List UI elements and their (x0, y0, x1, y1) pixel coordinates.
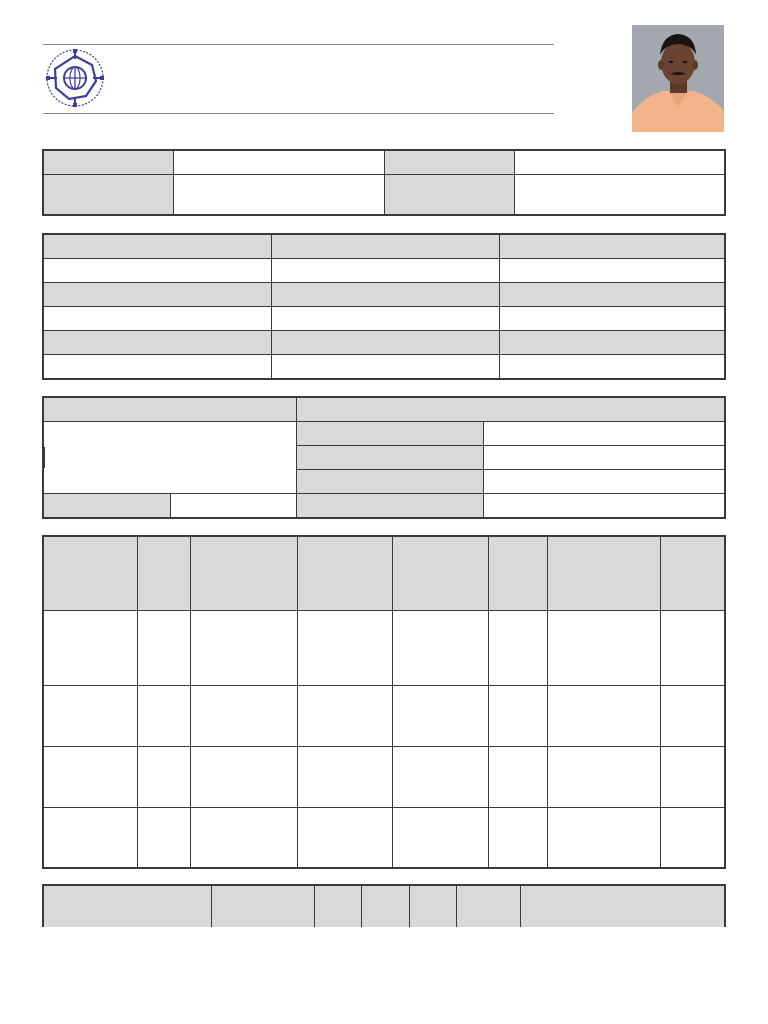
education-cell (392, 610, 489, 686)
personal-value-cell (173, 174, 385, 215)
contact-value-cell (499, 306, 725, 331)
education-cell (190, 807, 298, 868)
education-cell (297, 807, 393, 868)
experience-header-cell (43, 885, 212, 927)
personal-label-cell (43, 150, 174, 175)
address-label-cell (296, 493, 484, 518)
education-cell (392, 807, 489, 868)
education-cell (488, 807, 548, 868)
contact-label-cell (499, 330, 725, 355)
education-cell (43, 685, 138, 747)
contact-value-cell (271, 258, 500, 283)
address-value-cell (170, 493, 297, 518)
personal-label-cell (384, 150, 515, 175)
education-cell (297, 746, 393, 808)
contact-label-cell (271, 282, 500, 307)
education-header-cell (488, 536, 548, 611)
contact-label-cell (271, 234, 500, 259)
education-cell (547, 746, 661, 808)
contact-value-cell (271, 306, 500, 331)
education-cell (660, 610, 725, 686)
experience-top-border (42, 884, 726, 886)
address-value-cell (483, 445, 725, 470)
experience-header-cell (361, 885, 410, 927)
contact-value-cell (43, 306, 272, 331)
contact-value-cell (43, 258, 272, 283)
contact-label-cell (499, 234, 725, 259)
education-cell (297, 610, 393, 686)
education-header-cell (297, 536, 393, 611)
education-header-cell (547, 536, 661, 611)
institute-emblem-icon (44, 47, 106, 109)
education-header-cell (137, 536, 191, 611)
contact-value-cell (499, 354, 725, 379)
contact-value-cell (43, 354, 272, 379)
header-bottom-rule (43, 113, 554, 114)
education-cell (547, 610, 661, 686)
education-cell (660, 807, 725, 868)
education-cell (660, 746, 725, 808)
experience-header-cell (211, 885, 315, 927)
personal-value-cell (173, 150, 385, 175)
contact-value-cell (499, 258, 725, 283)
address-label-cell (296, 445, 484, 470)
contact-label-cell (43, 330, 272, 355)
address-value-cell (483, 469, 725, 494)
education-header-cell (660, 536, 725, 611)
experience-header-cell (409, 885, 457, 927)
experience-header-cell (314, 885, 362, 927)
education-cell (660, 685, 725, 747)
experience-header-cell (456, 885, 521, 927)
education-cell (488, 746, 548, 808)
education-cell (137, 807, 191, 868)
applicant-photo (632, 25, 724, 132)
personal-label-cell (384, 174, 515, 215)
address-left-marker (42, 447, 45, 468)
contact-value-cell (271, 354, 500, 379)
education-cell (137, 610, 191, 686)
education-cell (43, 610, 138, 686)
education-cell (392, 685, 489, 747)
education-cell (137, 746, 191, 808)
personal-label-cell (43, 174, 174, 215)
address-label-cell (296, 421, 484, 446)
address-header-cell (43, 397, 297, 422)
address-value-cell (483, 421, 725, 446)
contact-label-cell (43, 282, 272, 307)
contact-label-cell (43, 234, 272, 259)
experience-left-border (42, 884, 44, 927)
education-cell (488, 610, 548, 686)
education-cell (190, 685, 298, 747)
education-header-cell (43, 536, 138, 611)
address-label-cell (296, 469, 484, 494)
education-cell (392, 746, 489, 808)
address-text-cell (43, 421, 297, 494)
experience-header-cell (520, 885, 725, 927)
education-cell (547, 685, 661, 747)
header-top-rule (43, 44, 554, 45)
experience-right-border (724, 884, 726, 927)
contact-label-cell (499, 282, 725, 307)
address-label-cell (43, 493, 171, 518)
personal-value-cell (514, 174, 725, 215)
education-cell (488, 685, 548, 747)
education-cell (137, 685, 191, 747)
education-cell (43, 746, 138, 808)
contact-label-cell (271, 330, 500, 355)
education-cell (547, 807, 661, 868)
address-value-cell (483, 493, 725, 518)
education-header-cell (190, 536, 298, 611)
education-cell (190, 746, 298, 808)
education-header-cell (392, 536, 489, 611)
education-cell (297, 685, 393, 747)
education-cell (190, 610, 298, 686)
address-header-cell (296, 397, 725, 422)
education-cell (43, 807, 138, 868)
personal-value-cell (514, 150, 725, 175)
